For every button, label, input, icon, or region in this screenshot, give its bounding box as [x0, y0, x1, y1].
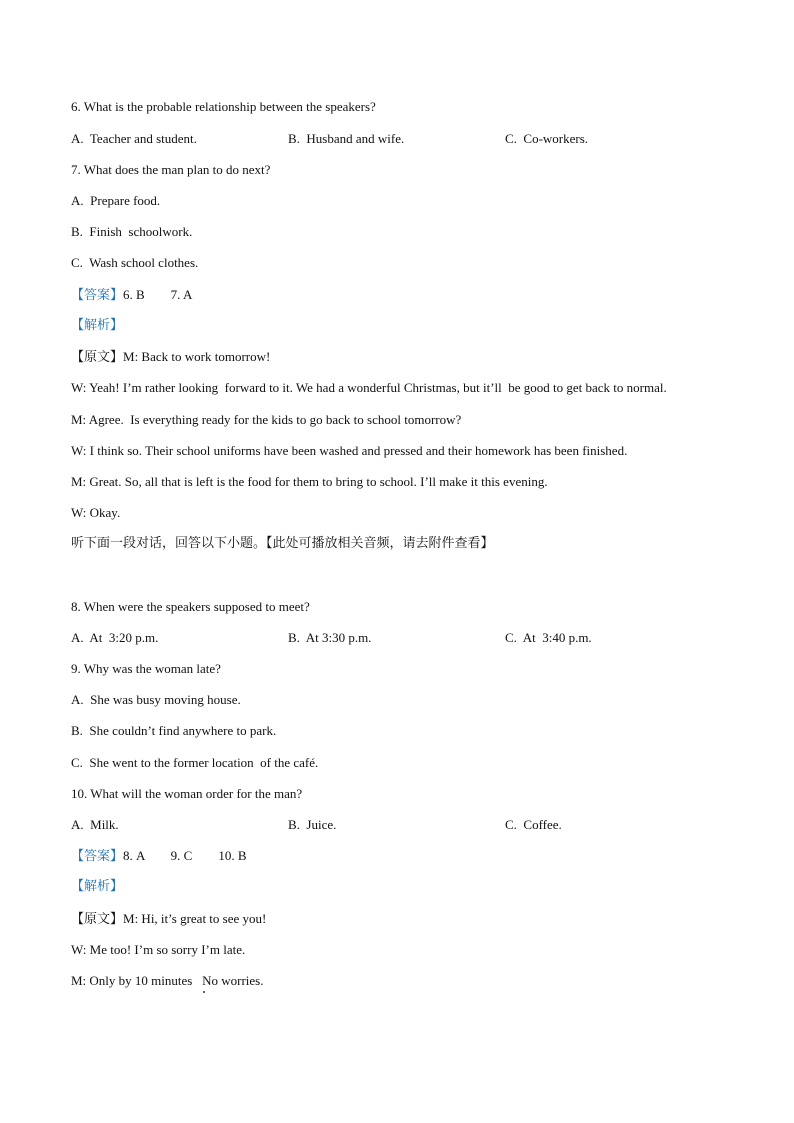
transcript-line-4: W: I think so. Their school uniforms have been washed and pressed and their homework has been finished. — [71, 443, 628, 458]
q8-option-b: B. At 3:30 p.m. — [288, 630, 372, 645]
listening-instruction: 听下面一段对话，回答以下小题。【此处可播放相关音频，请去附件查看】 — [71, 536, 494, 551]
transcript-text: M: Hi, it’s great to see you! — [123, 911, 267, 926]
question-8: 8. When were the speakers supposed to meet? — [71, 599, 310, 614]
answer-block-2 — [71, 847, 247, 866]
q9-option-c: C. She went to the former location of the café. — [71, 755, 319, 770]
transcript-tag: 【原文】 — [71, 350, 124, 365]
answer-tag: 【答案】 — [71, 849, 124, 864]
q6-option-c: C. Co-workers. — [505, 131, 589, 146]
transcript2-line-2: W: Me too! I’m so sorry I’m late. — [71, 942, 246, 957]
stray-dot-mark — [203, 991, 205, 993]
transcript2-line-3: M: Only by 10 minutes No worries. — [71, 973, 264, 988]
transcript-tag: 【原文】 — [71, 912, 124, 927]
question-6: 6. What is the probable relationship between the speakers? — [71, 99, 376, 114]
answer-text: 8. A 9. C 10. B — [123, 848, 247, 863]
transcript-line-3: M: Agree. Is everything ready for the kids to go back to school tomorrow? — [71, 412, 462, 427]
question-9: 9. Why was the woman late? — [71, 661, 221, 676]
q9-option-b: B. She couldn’t find anywhere to park. — [71, 723, 277, 738]
answer-tag: 【答案】 — [71, 288, 124, 303]
transcript-line-5: M: Great. So, all that is left is the food for them to bring to school. I’ll make it this evening. — [71, 474, 548, 489]
q7-option-c: C. Wash school clothes. — [71, 255, 199, 270]
answer-block-1 — [71, 286, 192, 305]
q6-option-a: A. Teacher and student. — [71, 131, 197, 146]
transcript2-line-1 — [71, 910, 266, 929]
transcript-text: M: Back to work tomorrow! — [123, 349, 271, 364]
transcript-line-2: W: Yeah! I’m rather looking forward to it. We had a wonderful Christmas, but it’ll be good to get back to normal. — [71, 380, 667, 395]
q7-option-b: B. Finish schoolwork. — [71, 224, 193, 239]
analysis-tag-2: 【解析】 — [71, 879, 124, 894]
q9-option-a: A. She was busy moving house. — [71, 692, 241, 707]
question-7: 7. What does the man plan to do next? — [71, 162, 271, 177]
transcript-line-6: W: Okay. — [71, 505, 121, 520]
q10-option-c: C. Coffee. — [505, 817, 562, 832]
q8-option-c: C. At 3:40 p.m. — [505, 630, 592, 645]
q10-option-b: B. Juice. — [288, 817, 337, 832]
q10-option-a: A. Milk. — [71, 817, 119, 832]
q6-option-b: B. Husband and wife. — [288, 131, 405, 146]
analysis-tag-1: 【解析】 — [71, 318, 124, 333]
transcript-line-1 — [71, 348, 270, 367]
q8-option-a: A. At 3:20 p.m. — [71, 630, 159, 645]
question-10: 10. What will the woman order for the man? — [71, 786, 303, 801]
q7-option-a: A. Prepare food. — [71, 193, 161, 208]
answer-text: 6. B 7. A — [123, 287, 193, 302]
